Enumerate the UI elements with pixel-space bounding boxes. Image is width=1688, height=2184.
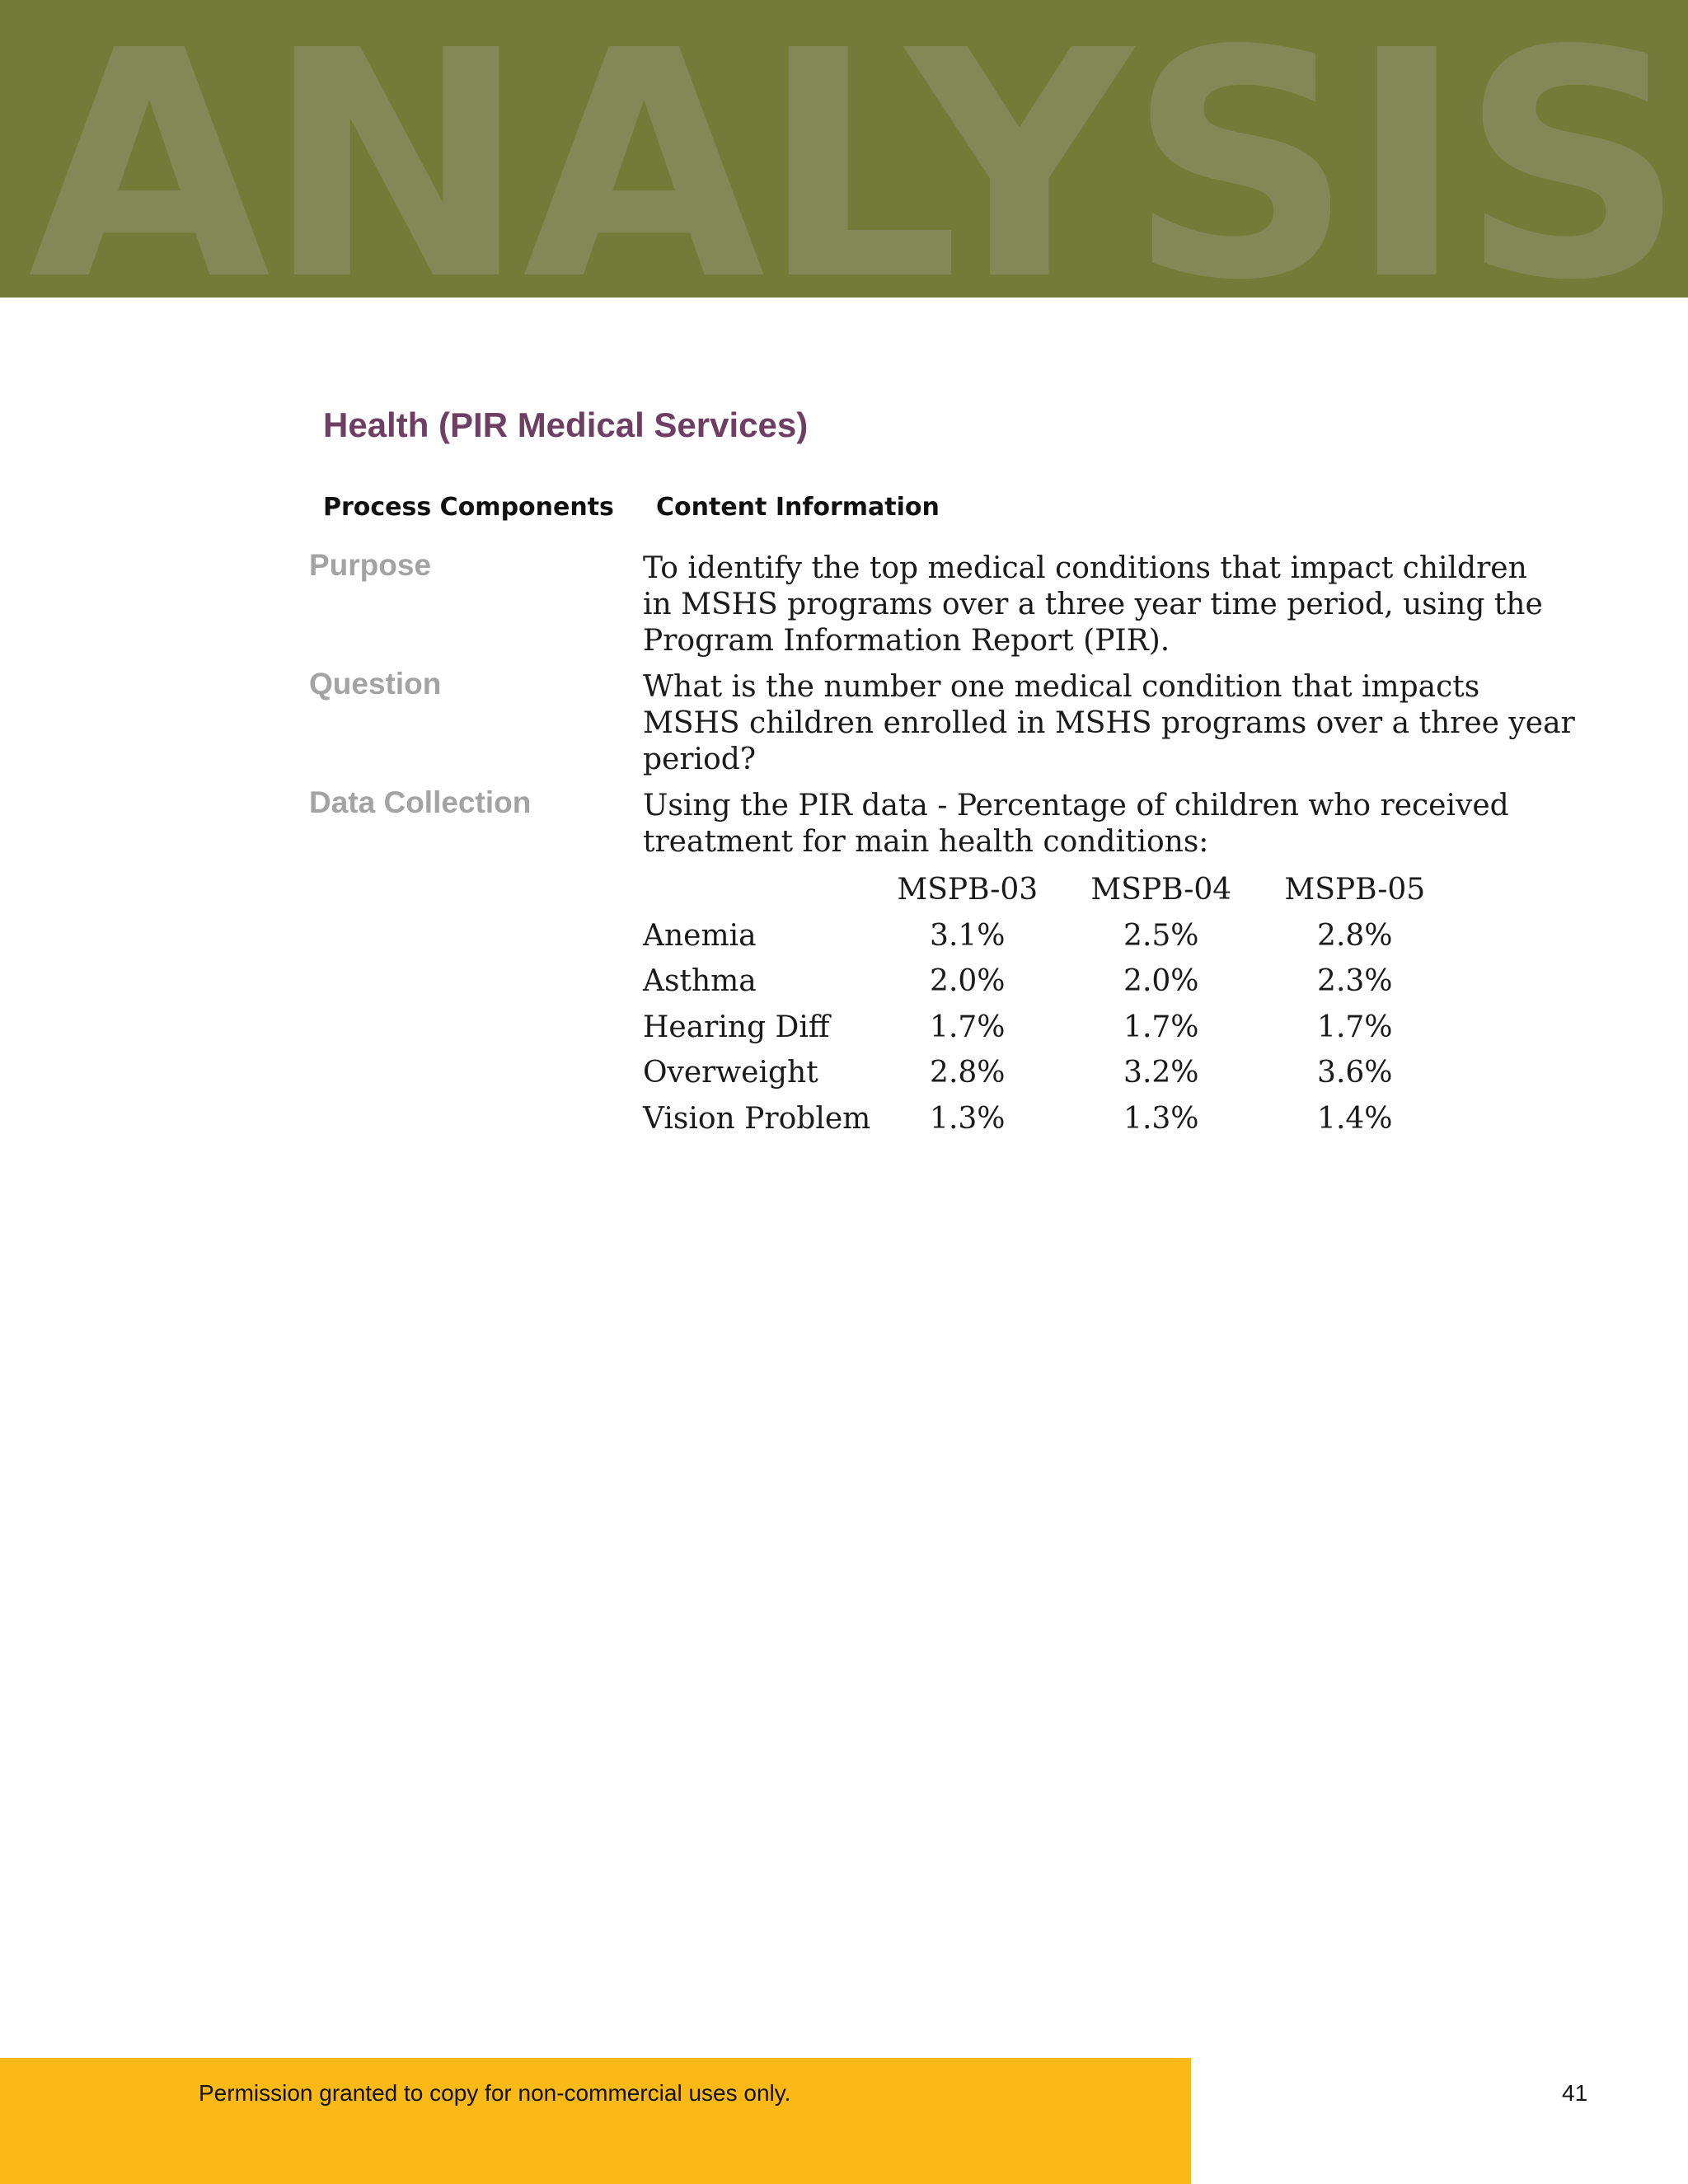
question-content xyxy=(643,669,1575,778)
cell-value: 1.4% xyxy=(1317,1101,1393,1136)
purpose-line: To identify the top medical conditions that impact children xyxy=(643,551,1527,585)
question-line: MSHS children enrolled in MSHS programs over a three year xyxy=(643,706,1575,740)
cell-value: 2.0% xyxy=(1123,964,1199,998)
question-line: What is the number one medical condition that impacts xyxy=(643,670,1480,704)
cell-value: 2.8% xyxy=(1317,918,1393,953)
purpose-line: in MSHS programs over a three year time period, using the xyxy=(643,588,1543,621)
label-question: Question xyxy=(309,667,442,701)
column-header-mspb-03: MSPB-03 xyxy=(897,873,1039,907)
purpose-line: Program Information Report (PIR). xyxy=(643,624,1170,658)
row-name: Asthma xyxy=(643,964,757,998)
footer-bar xyxy=(0,2058,1191,2184)
row-name: Anemia xyxy=(643,918,757,953)
table-row xyxy=(643,1096,1451,1142)
column-header-mspb-05: MSPB-05 xyxy=(1284,873,1426,907)
row-name: Hearing Diff xyxy=(643,1010,830,1044)
cell-value: 3.2% xyxy=(1123,1056,1199,1090)
cell-value: 2.3% xyxy=(1317,964,1393,998)
label-data-collection: Data Collection xyxy=(309,785,532,819)
table-row xyxy=(643,958,1451,1005)
cell-value: 1.7% xyxy=(1317,1010,1393,1044)
cell-value: 2.8% xyxy=(930,1056,1006,1090)
table-row xyxy=(643,1005,1451,1051)
column-header-content-information: Content Information xyxy=(656,493,940,522)
question-line: period? xyxy=(643,743,757,776)
page-number: 41 xyxy=(1562,2080,1588,2106)
table-header-row xyxy=(643,867,1451,913)
column-header-mspb-04: MSPB-04 xyxy=(1090,873,1232,907)
footer-permission-text: Permission granted to copy for non-commercial uses only. xyxy=(199,2080,791,2106)
label-purpose: Purpose xyxy=(309,548,432,582)
header-banner xyxy=(0,0,1688,298)
purpose-content xyxy=(643,551,1543,659)
data-collection-line: treatment for main health conditions: xyxy=(643,825,1209,859)
cell-value: 2.0% xyxy=(930,964,1006,998)
cell-value: 1.3% xyxy=(930,1101,1006,1136)
health-conditions-table xyxy=(643,867,1451,1141)
cell-value: 3.6% xyxy=(1317,1056,1393,1090)
data-collection-line: Using the PIR data - Percentage of children who received xyxy=(643,789,1509,823)
column-header-process-components: Process Components xyxy=(323,493,614,522)
row-name: Overweight xyxy=(643,1056,818,1090)
cell-value: 3.1% xyxy=(930,918,1006,953)
table-row xyxy=(643,913,1451,959)
table-row xyxy=(643,1050,1451,1096)
section-title: Health (PIR Medical Services) xyxy=(323,405,809,444)
data-collection-content xyxy=(643,788,1509,860)
cell-value: 1.7% xyxy=(930,1010,1006,1044)
row-name: Vision Problem xyxy=(643,1101,871,1136)
cell-value: 1.7% xyxy=(1123,1010,1199,1044)
cell-value: 1.3% xyxy=(1123,1101,1199,1136)
cell-value: 2.5% xyxy=(1123,918,1199,953)
banner-watermark-word: ANALYSIS xyxy=(28,0,1681,298)
